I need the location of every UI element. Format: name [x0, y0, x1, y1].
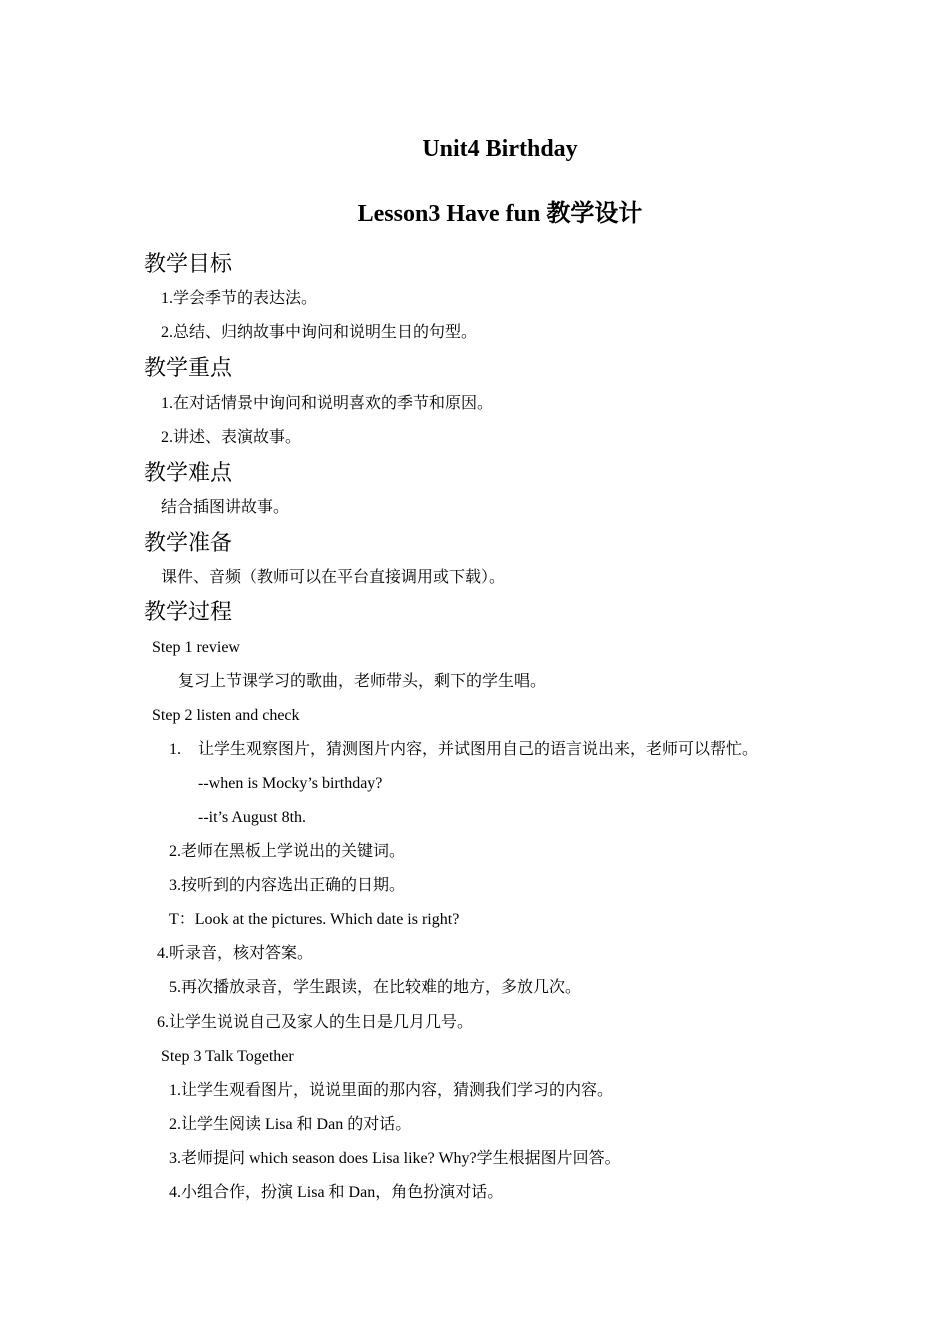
section-heading-key-points: 教学重点	[144, 356, 233, 381]
teacher-line: T：Look at the pictures. Which date is right?	[169, 911, 460, 928]
step-2-item-1-text: 让学生观察图片，猜测图片内容，并试图用自己的语言说出来，老师可以帮忙。	[198, 741, 759, 758]
objective-item: 2.总结、归纳故事中询问和说明生日的句型。	[161, 324, 478, 341]
difficulty-item: 结合插图讲故事。	[161, 499, 290, 516]
document-subtitle: Lesson3 Have fun 教学设计	[357, 201, 643, 227]
step-3-item: 1.让学生观看图片，说说里面的那内容，猜测我们学习的内容。	[169, 1082, 614, 1099]
section-heading-difficulties: 教学难点	[144, 461, 233, 486]
step-2-item: 6.让学生说说自己及家人的生日是几月几号。	[157, 1014, 474, 1031]
document-title: Unit4 Birthday	[422, 136, 578, 162]
step-3-item: 2.让学生阅读 Lisa 和 Dan 的对话。	[169, 1116, 412, 1133]
dialog-line: --when is Mocky’s birthday?	[198, 775, 383, 792]
step-2-item: 3.按听到的内容选出正确的日期。	[169, 877, 406, 894]
section-heading-process: 教学过程	[144, 600, 233, 625]
step-3-label: Step 3 Talk Together	[161, 1048, 294, 1065]
step-1-text: 复习上节课学习的歌曲，老师带头，剩下的学生唱。	[178, 673, 547, 690]
preparation-item: 课件、音频（教师可以在平台直接调用或下载）。	[161, 569, 506, 586]
step-2-item: 4.听录音，核对答案。	[157, 945, 314, 962]
key-point-item: 1.在对话情景中询问和说明喜欢的季节和原因。	[161, 395, 494, 412]
dialog-line: --it’s August 8th.	[198, 809, 307, 826]
step-1-label: Step 1 review	[152, 639, 240, 656]
step-2-label: Step 2 listen and check	[152, 707, 300, 724]
step-2-item: 2.老师在黑板上学说出的关键词。	[169, 843, 406, 860]
step-2-item: 5.再次播放录音，学生跟读，在比较难的地方，多放几次。	[169, 979, 582, 996]
step-2-item-1-number: 1.	[169, 741, 181, 758]
section-heading-objectives: 教学目标	[144, 252, 233, 277]
key-point-item: 2.讲述、表演故事。	[161, 429, 302, 446]
section-heading-preparation: 教学准备	[144, 531, 233, 556]
step-3-item: 3.老师提问 which season does Lisa like? Why?学生根据图片回答。	[169, 1150, 621, 1167]
objective-item: 1.学会季节的表达法。	[161, 290, 318, 307]
step-3-item: 4.小组合作，扮演 Lisa 和 Dan，角色扮演对话。	[169, 1184, 504, 1201]
